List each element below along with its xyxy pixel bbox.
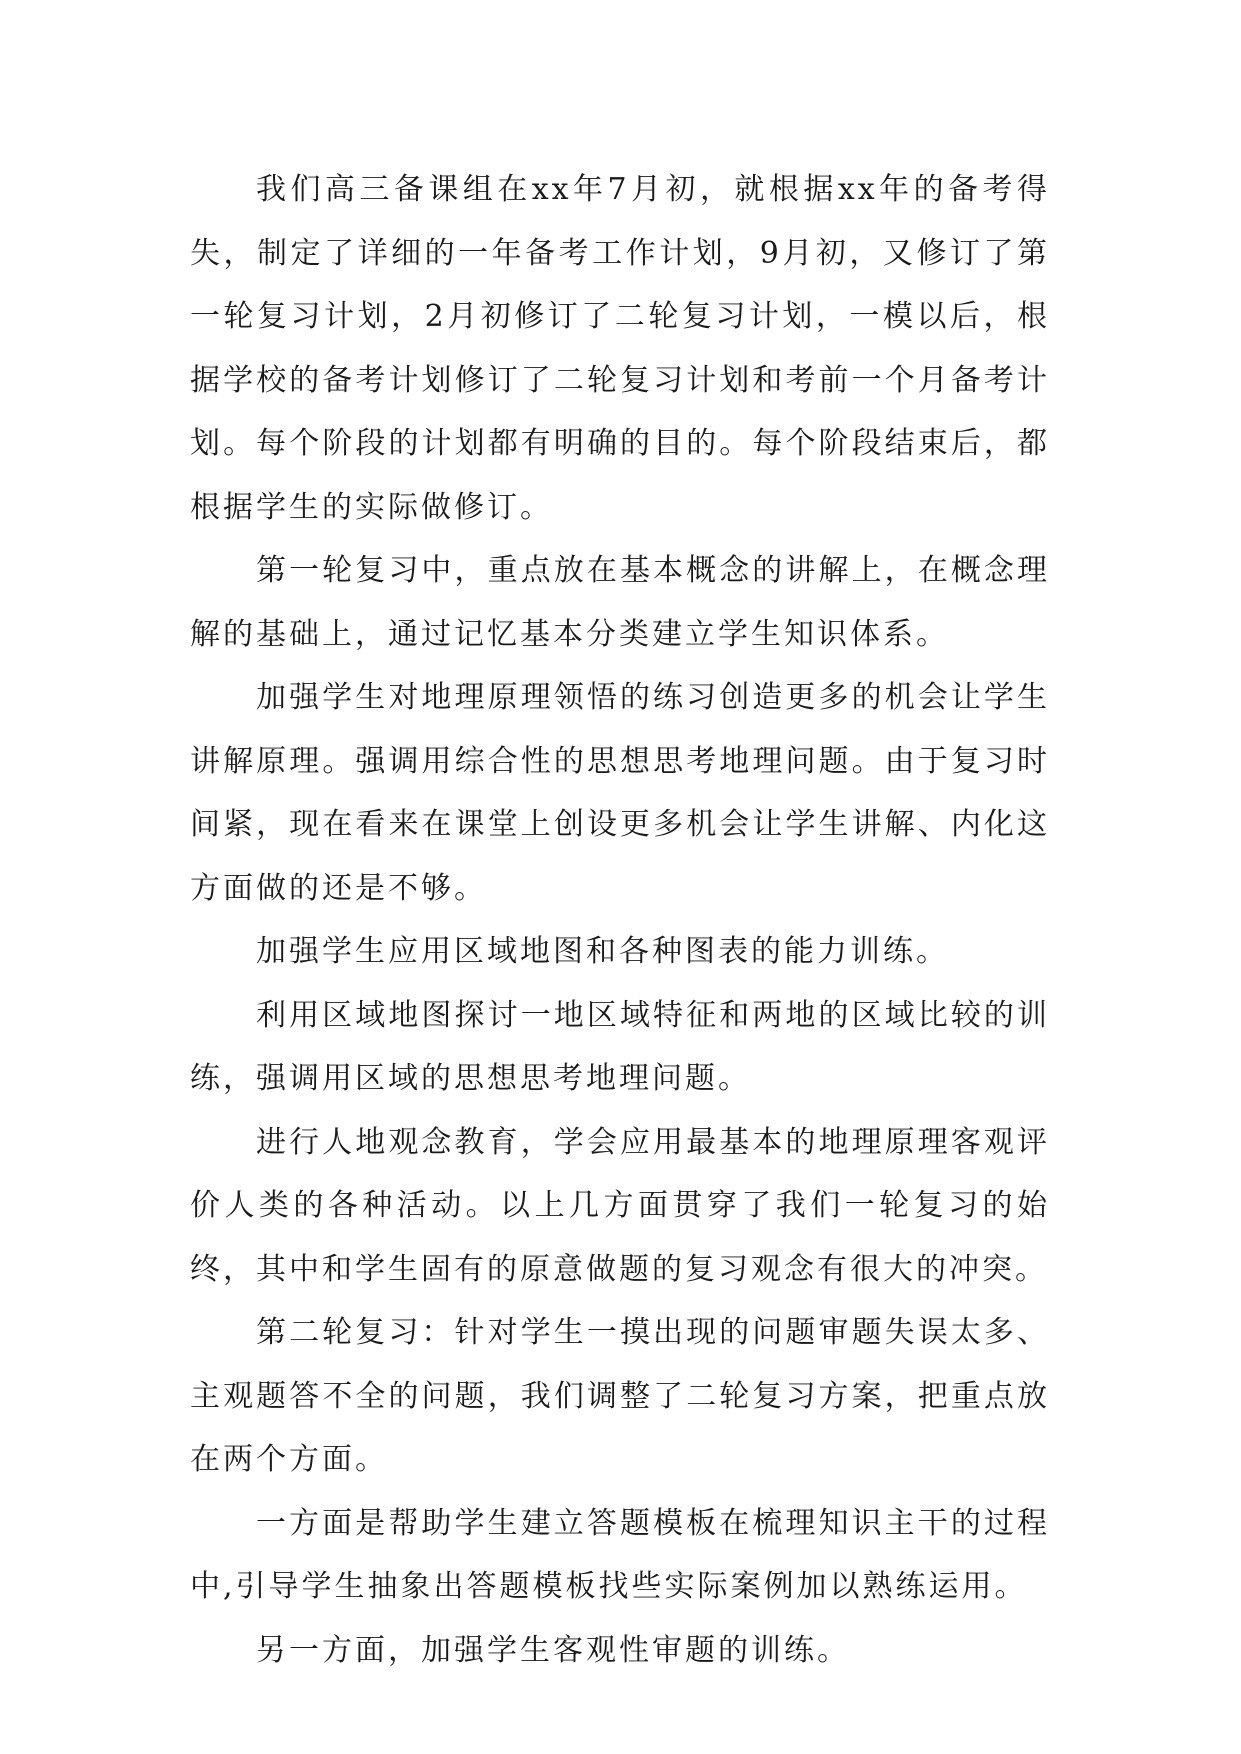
paragraph-regional-comparison: 利用区域地图探讨一地区域特征和两地的区域比较的训练，强调用区域的思想思考地理问题。 bbox=[190, 997, 1050, 1096]
paragraph-objective-reading: 另一方面，加强学生客观性审题的训练。 bbox=[256, 1632, 850, 1668]
document-body bbox=[190, 158, 1050, 1682]
paragraph-plan-overview: 我们高三备课组在xx年7月初，就根据xx年的备考得失，制定了详细的一年备考工作计划，9月初，又修订了第一轮复习计划，2月初修订了二轮复习计划，一模以后，根据学校的备考计划修订了二轮复习计划和考前一个月备考计划。每个阶段的计划都有明确的目的。每个阶段结束后，都根据学生的实际做修订。 bbox=[190, 172, 1050, 525]
paragraph-second-round-review: 第二轮复习：针对学生一摸出现的问题审题失误太多、主观题答不全的问题，我们调整了二轮复习方案，把重点放在两个方面。 bbox=[190, 1315, 1050, 1477]
paragraph-first-round-review: 第一轮复习中，重点放在基本概念的讲解上，在概念理解的基础上，通过记忆基本分类建立学生知识体系。 bbox=[190, 553, 1050, 652]
paragraph-principle-practice: 加强学生对地理原理领悟的练习创造更多的机会让学生讲解原理。强调用综合性的思想思考地理问题。由于复习时间紧，现在看来在课堂上创设更多机会让学生讲解、内化这方面做的还是不够。 bbox=[190, 680, 1050, 906]
paragraph-answer-templates: 一方面是帮助学生建立答题模板在梳理知识主干的过程中,引导学生抽象出答题模板找些实际案例加以熟练运用。 bbox=[190, 1505, 1050, 1604]
paragraph-human-land-education: 进行人地观念教育，学会应用最基本的地理原理客观评价人类的各种活动。以上几方面贯穿了我们一轮复习的始终，其中和学生固有的原意做题的复习观念有很大的冲突。 bbox=[190, 1124, 1050, 1287]
paragraph-map-training: 加强学生应用区域地图和各种图表的能力训练。 bbox=[256, 934, 949, 969]
